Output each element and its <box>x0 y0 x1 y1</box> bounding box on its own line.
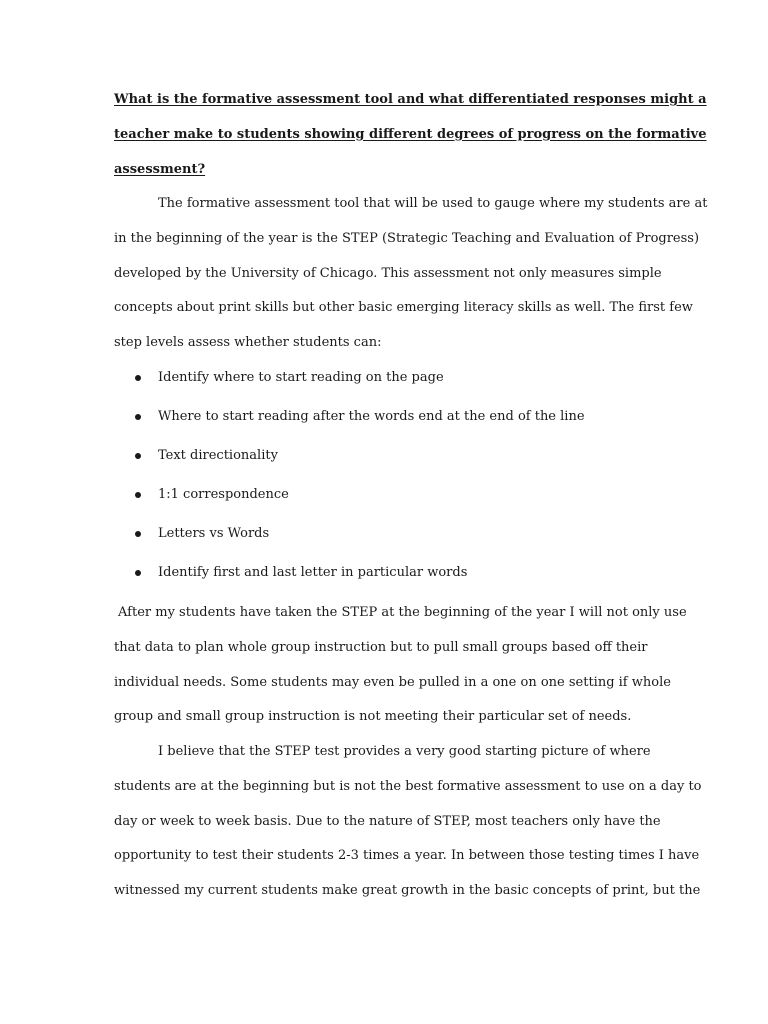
list-item <box>114 400 674 439</box>
list-item-text: Text directionality <box>158 448 278 463</box>
paragraph-line: witnessed my current students make great growth in the basic concepts of print, but the <box>114 883 701 899</box>
paragraph-line: The formative assessment tool that will be used to gauge where my students are at <box>158 196 708 211</box>
list-item <box>114 478 674 517</box>
paragraph-line: opportunity to test their students 2-3 times a year. In between those testing times I have <box>114 848 700 864</box>
paragraph-line: I believe that the STEP test provides a very good starting picture of where <box>158 744 651 759</box>
list-item <box>114 517 674 556</box>
bullet-icon <box>135 492 141 498</box>
bullet-icon <box>135 453 141 459</box>
list-item-text: Identify first and last letter in particular words <box>158 565 468 580</box>
paragraph-data-use <box>114 596 687 735</box>
list-item-text: Identify where to start reading on the page <box>158 370 444 385</box>
paragraph-line: After my students have taken the STEP at the beginning of the year I will not only use <box>118 605 687 620</box>
list-item <box>114 361 674 400</box>
paragraph-line: concepts about print skills but other basic emerging literacy skills as well. The first few <box>114 300 693 316</box>
paragraph-line: that data to plan whole group instruction but to pull small groups based off their <box>114 639 648 655</box>
paragraph-line: students are at the beginning but is not the best formative assessment to use on a day to <box>114 778 702 794</box>
question-heading <box>114 83 707 187</box>
bullet-icon <box>135 414 141 420</box>
skills-bullet-list <box>114 361 674 595</box>
heading-line: teacher make to students showing different degrees of progress on the formative <box>114 126 707 142</box>
list-item <box>114 439 674 478</box>
paragraph-line: individual needs. Some students may even be pulled in a one on one setting if whole <box>114 674 671 690</box>
paragraph-line: developed by the University of Chicago. This assessment not only measures simple <box>114 265 662 281</box>
bullet-icon <box>135 531 141 537</box>
bullet-icon <box>135 570 141 576</box>
heading-line: What is the formative assessment tool and what differentiated responses might a <box>114 92 707 107</box>
heading-line: assessment? <box>114 161 206 177</box>
list-item-text: Letters vs Words <box>158 526 270 541</box>
paragraph-line: group and small group instruction is not meeting their particular set of needs. <box>114 709 632 725</box>
paragraph-line: day or week to week basis. Due to the nature of STEP, most teachers only have the <box>114 813 661 829</box>
paragraph-step-evaluation <box>114 735 702 909</box>
list-item <box>114 556 674 595</box>
paragraph-intro <box>114 187 708 361</box>
list-item-text: Where to start reading after the words end at the end of the line <box>158 409 585 424</box>
paragraph-line: step levels assess whether students can: <box>114 335 382 351</box>
bullet-icon <box>135 375 141 381</box>
list-item-text: 1:1 correspondence <box>158 487 289 502</box>
paragraph-line: in the beginning of the year is the STEP (Strategic Teaching and Evaluation of Progress) <box>114 230 700 246</box>
